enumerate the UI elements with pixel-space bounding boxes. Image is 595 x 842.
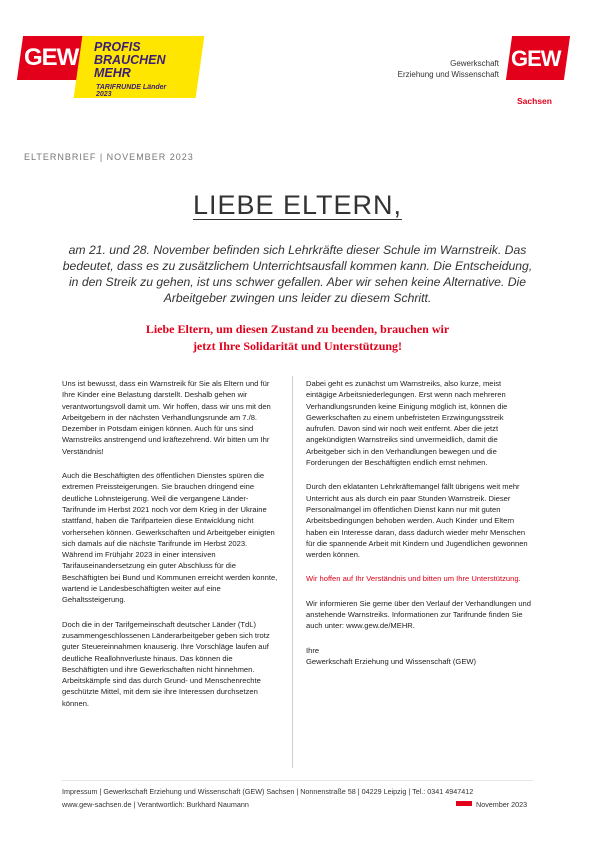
campaign-slogan-line-3: MEHR [94,66,131,80]
signature: Ihre Gewerkschaft Erziehung und Wissenschaft (GEW) [306,645,477,666]
left-paragraph-1: Uns ist bewusst, dass ein Warnstreik für Sie als Eltern und für Ihre Kinder eine Belastung darstellt. Deshalb gehen wir verantwortungsvoll damit um. Wir hoffen, dass wir uns mit den Arbeitgebern in der nächsten Verhandlungsrunde am 7./8. Dezember in Potsdam einigen können. Auch für uns sind Warnstreiks anstrengend und kräftezehrend. Wir bitten um Ihr Verständnis! [62,379,271,456]
right-column [306,378,532,680]
right-paragraph-info: Wir informieren Sie gerne über den Verlauf der Verhandlungen und anstehende Warnstreiks. Informationen zur Tarifrunde finden Sie auch unter: www.gew.de/MEHR. [306,598,532,631]
right-paragraph-appeal: Wir hoffen auf Ihr Verständnis und bitten um Ihre Unterstützung. [306,574,521,584]
campaign-subline: TARIFRUNDE Länder 2023 [96,84,167,98]
campaign-logo [20,36,182,98]
gew-logo-state: Sachsen [517,96,552,106]
right-paragraph-2: Durch den eklatanten Lehrkräftemangel fällt übrigens weit mehr Unterricht aus als durch ein paar Stunden Warnstreik. Dieser Personalmangel im öffentlichen Dienst kann nur mit guten Arbeitsbedingungen behoben werden. Auch Kinder und Eltern haben ein Interesse daran, dass dadurch wieder mehr Menschen für die spannende Arbeit mit Kindern und Jugendlichen gewonnen werden können. [306,482,528,560]
right-paragraph-1: Dabei geht es zunächst um Warnstreiks, also kurze, meist eintägige Arbeitsniederlegungen. Erst wenn nach mehreren Verhandlungsrunden keine Einigung möglich ist, können die Gewerkschaften zu einem unbefristeten Erzwingungsstreik aufrufen. Davon sind wir noch weit entfernt. Aber die jetzt angekündigten Warnstreiks sind unvermeidlich, damit die Arbeitgeber sich in den Verhandlungen bewegen und die Forderungen der Beschäftigten endlich ernst nehmen. [306,379,508,468]
letter-kicker: ELTERNBRIEF | NOVEMBER 2023 [24,152,194,162]
gew-sachsen-logo [509,36,573,106]
footer-imprint: Impressum | Gewerkschaft Erziehung und Wissenschaft (GEW) Sachsen | Nonnenstraße 58 | 04229 Leipzig | Tel.: 0341 4947412 [62,787,474,796]
campaign-slogan [94,41,166,80]
solidarity-callout [60,321,535,355]
footer-web-responsible: www.gew-sachsen.de | Verantwortlich: Burkhard Naumann [62,800,249,809]
union-name-line-2: Erziehung und Wissenschaft [397,70,499,79]
left-column [62,378,278,722]
column-divider [292,376,293,768]
callout-line-1: Liebe Eltern, um diesen Zustand zu beenden, brauchen wir [145,322,450,336]
left-paragraph-2: Auch die Beschäftigten des öffentlichen Dienstes spüren die extremen Preissteigerungen. Sie brauchen dringend eine deutliche Lohnsteigerung. Weil die vergangene Länder-Tarifrunde im Herbst 2021 noch vor dem Krieg in der Ukraine stattfand, haben die Tarifparteien diese Entwicklung nicht vorhersehen können. Gewerkschaften und Arbeitgeber einigten sich damals auf die nächste Tarifrunde im Herbst 2023. Während im Frühjahr 2023 in einer intensiven Tarifauseinandersetzung ein guter Abschluss für die Beschäftigten bei Bund und Kommunen erreicht werden konnte, wartend ie Landesbeschäftigten weiter auf eine Gehaltssteigerung. [62,471,278,605]
left-paragraph-3: Doch die in der Tarifgemeinschaft deutscher Länder (TdL) zusammengeschlossenen Länderarbeitgeber geben sich trotz guter Steuereinnahmen knauserig. Ihre Vorschläge laufen auf deutliche Reallohnverluste hinaus. Das können die Beschäftigten und ihre Gewerkschaften nicht hinnehmen. Arbeitskämpfe sind das durch Grund- und Menschenrechte geschützte Mittel, mit dem sie ihre Interessen durchsetzen können. [62,619,270,708]
gew-logo-text: GEW [511,46,561,71]
union-name-line-1: Gewerkschaft [450,59,499,68]
footer-divider [62,780,533,781]
page-title: LIEBE ELTERN, [192,190,403,220]
campaign-gew-text: GEW [24,44,79,71]
footer-red-bar [456,801,472,806]
campaign-slogan-line-1: PROFIS [94,40,141,54]
campaign-slogan-line-2: BRAUCHEN [94,53,166,67]
callout-line-2: jetzt Ihre Solidarität und Unterstützung! [192,339,403,353]
intro-paragraph: am 21. und 28. November befinden sich Lehrkräfte dieser Schule im Warnstreik. Das bedeutet, dass es zu zusätzlichem Unterrichtsausfall kommen kann. Die Entscheidung, in den Streik zu gehen, ist uns schwer gefallen. Aber wir sehen keine Alternative. Die Arbeitgeber zwingen uns leider zu diesem Schritt. [62,243,533,305]
footer-date: November 2023 [476,800,528,809]
union-name [398,58,499,80]
